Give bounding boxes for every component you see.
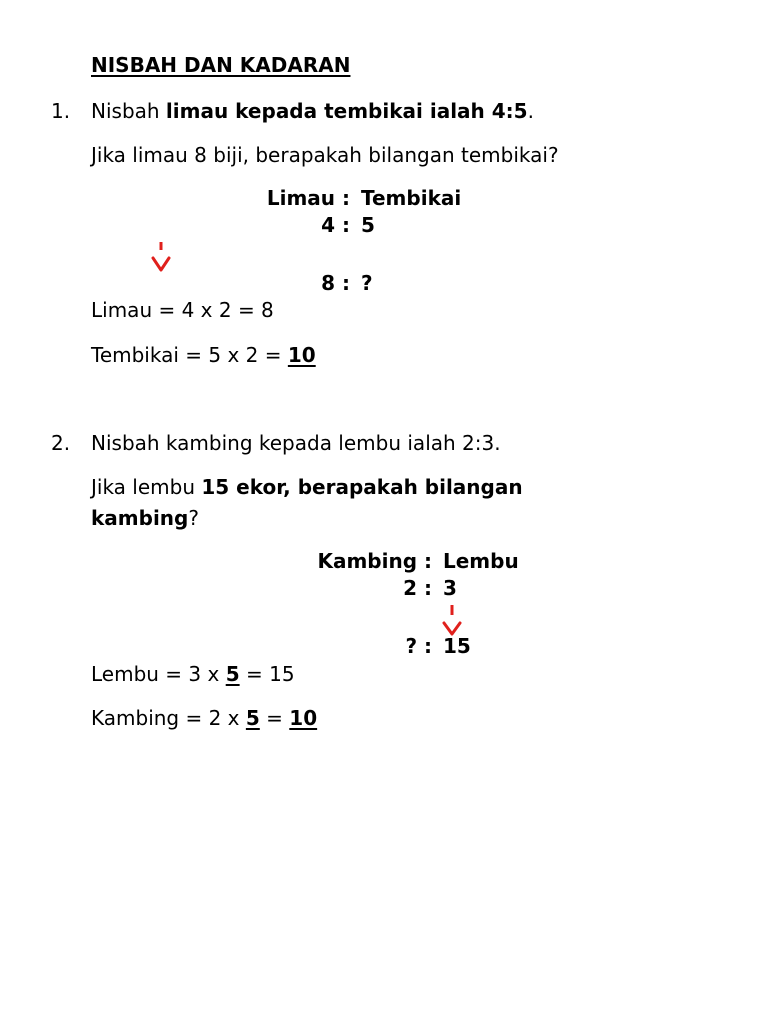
- q1-statement-post: .: [527, 99, 534, 123]
- q1-number: 1.: [51, 99, 71, 123]
- q1-row1-left: 4 :: [321, 213, 350, 237]
- red-down-arrow-icon: [150, 240, 172, 274]
- q2-row1-right: 3: [443, 576, 457, 600]
- q2-question-post: ?: [188, 506, 199, 530]
- page-title: NISBAH DAN KADARAN: [91, 53, 351, 77]
- q2-work-lembu-post: = 15: [239, 662, 295, 686]
- q2-row2-left: ? :: [405, 634, 432, 658]
- q2-work-kambing-pre: Kambing = 2 x: [91, 706, 246, 730]
- q1-statement: [91, 99, 534, 123]
- q2-question-line2: [91, 506, 199, 530]
- q1-right-header: Tembikai: [361, 186, 462, 210]
- q1-row2-left: 8 :: [321, 271, 350, 295]
- q2-work-lembu-pre: Lembu = 3 x: [91, 662, 226, 686]
- q1-work-limau: Limau = 4 x 2 = 8: [91, 298, 274, 322]
- q2-question-bold2: kambing: [91, 506, 189, 530]
- q2-left-header: Kambing :: [317, 549, 432, 573]
- q2-right-header: Lembu: [443, 549, 519, 573]
- q1-left-header: Limau :: [266, 186, 350, 210]
- q2-question-bold: 15 ekor, berapakah bilangan: [201, 475, 523, 499]
- q1-work-tembikai: [91, 343, 316, 367]
- q1-row1-right: 5: [361, 213, 375, 237]
- q2-answer: 10: [289, 706, 318, 730]
- q2-work-kambing-multiplier: 5: [245, 706, 260, 730]
- q2-question-pre: Jika lembu: [91, 475, 202, 499]
- q1-work-tembikai-pre: Tembikai = 5 x 2 =: [91, 343, 288, 367]
- q2-work-lembu: [91, 662, 295, 686]
- q2-work-kambing-post: =: [259, 706, 290, 730]
- q1-answer: 10: [287, 343, 316, 367]
- q2-row1-left: 2 :: [403, 576, 432, 600]
- q1-statement-pre: Nisbah: [91, 99, 166, 123]
- q1-row2-right: ?: [361, 271, 373, 295]
- q2-work-lembu-multiplier: 5: [225, 662, 240, 686]
- q2-row2-right: 15: [443, 634, 471, 658]
- q2-number: 2.: [51, 431, 71, 455]
- red-down-arrow-icon: [441, 603, 463, 637]
- q2-statement: Nisbah kambing kepada lembu ialah 2:3.: [91, 431, 501, 455]
- q2-question-line1: [91, 475, 523, 499]
- q1-question: Jika limau 8 biji, berapakah bilangan tembikai?: [91, 143, 559, 167]
- q1-statement-bold: limau kepada tembikai ialah 4:5: [165, 99, 528, 123]
- q2-work-kambing: [91, 706, 317, 730]
